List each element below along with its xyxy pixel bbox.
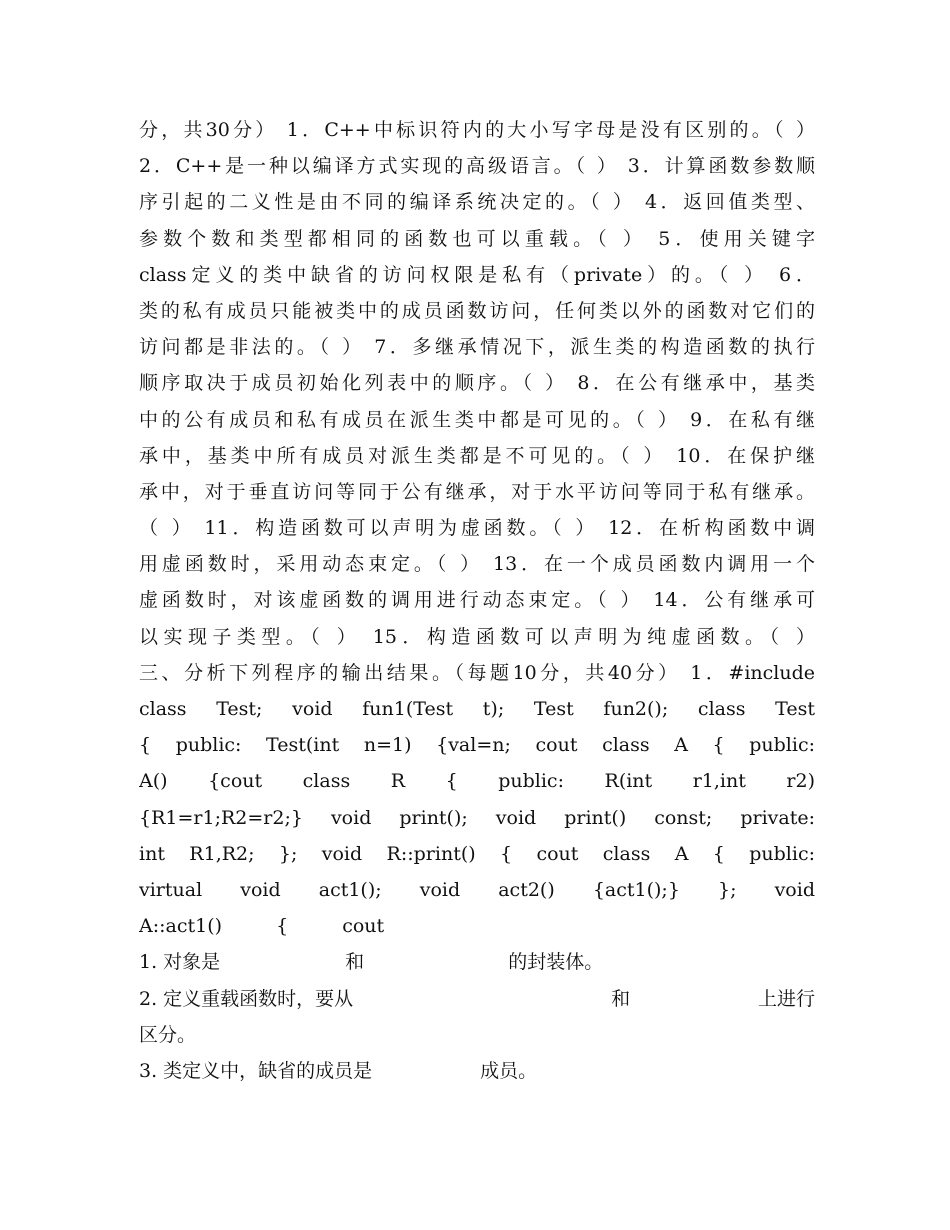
q1-part-3: 的封装体。 xyxy=(508,951,604,974)
fill-blank-question-2-continued: 区分。 xyxy=(139,1023,197,1046)
text-line: 中的公有成员和私有成员在派生类中都是可见的。（ ） 9．在私有继 xyxy=(139,408,815,431)
text-line: 顺序取决于成员初始化列表中的顺序。（ ） 8．在公有继承中，基类 xyxy=(139,372,815,395)
text-line: 访问都是非法的。（ ） 7．多继承情况下，派生类的构造函数的执行 xyxy=(139,336,815,359)
q2-part-2: 和 xyxy=(611,987,631,1010)
text-line: class定义的类中缺省的访问权限是私有（private）的。（ ） 6． xyxy=(139,263,815,286)
q1-part-1: 1. 对象是 xyxy=(139,951,221,974)
q3-part-2: 成员。 xyxy=(480,1059,538,1082)
text-line: A::act1() { cout xyxy=(139,915,385,938)
q3-part-1: 3. 类定义中，缺省的成员是 xyxy=(139,1059,373,1082)
text-line: （ ） 11．构造函数可以声明为虚函数。（ ） 12．在析构函数中调 xyxy=(139,517,815,540)
text-line: 承中，基类中所有成员对派生类都是不可见的。（ ） 10．在保护继 xyxy=(139,444,815,467)
text-line: 用虚函数时，采用动态束定。（ ） 13．在一个成员函数内调用一个 xyxy=(139,553,815,576)
text-line: 类的私有成员只能被类中的成员函数访问，任何类以外的函数对它们的 xyxy=(139,299,815,322)
text-line: 分，共30分） 1．C++中标识符内的大小写字母是没有区别的。（ ） xyxy=(139,119,815,141)
text-line: { public: Test(int n=1) {val=n; cout class A { public: xyxy=(139,734,815,757)
text-line: 以实现子类型。（ ） 15．构造函数可以声明为纯虚函数。（ ） xyxy=(139,625,815,648)
document-page xyxy=(139,112,815,1089)
text-line: virtual void act1(); void act2() {act1();} }; void xyxy=(139,878,815,901)
q2-part-3: 上进行 xyxy=(757,987,815,1010)
text-line: A() {cout class R { public: R(int r1,int r2) xyxy=(139,770,815,793)
fill-blank-question-3 xyxy=(139,1053,815,1089)
q1-part-2: 和 xyxy=(345,951,365,974)
fill-blank-question-1 xyxy=(139,944,815,980)
document-body xyxy=(139,112,815,944)
text-line: 虚函数时，对该虚函数的调用进行动态束定。（ ） 14．公有继承可 xyxy=(139,589,815,612)
text-line: 承中，对于垂直访问等同于公有继承，对于水平访问等同于私有继承。 xyxy=(139,480,815,503)
text-line: 2．C++是一种以编译方式实现的高级语言。（ ） 3．计算函数参数顺 xyxy=(139,155,815,178)
text-line: {R1=r1;R2=r2;} void print(); void print() const; private: xyxy=(139,806,815,829)
text-line: int R1,R2; }; void R::print() { cout class A { public: xyxy=(139,842,815,865)
fill-blank-question-2 xyxy=(139,981,815,1017)
text-line: 三、分析下列程序的输出结果。（每题10分，共40分） 1．#include xyxy=(139,661,815,684)
q2-part-1: 2. 定义重载函数时，要从 xyxy=(139,987,354,1010)
text-line: class Test; void fun1(Test t); Test fun2(); class Test xyxy=(139,698,815,720)
text-line: 序引起的二义性是由不同的编译系统决定的。（ ） 4．返回值类型、 xyxy=(139,191,815,214)
text-line: 参数个数和类型都相同的函数也可以重载。（ ） 5．使用关键字 xyxy=(139,227,815,250)
